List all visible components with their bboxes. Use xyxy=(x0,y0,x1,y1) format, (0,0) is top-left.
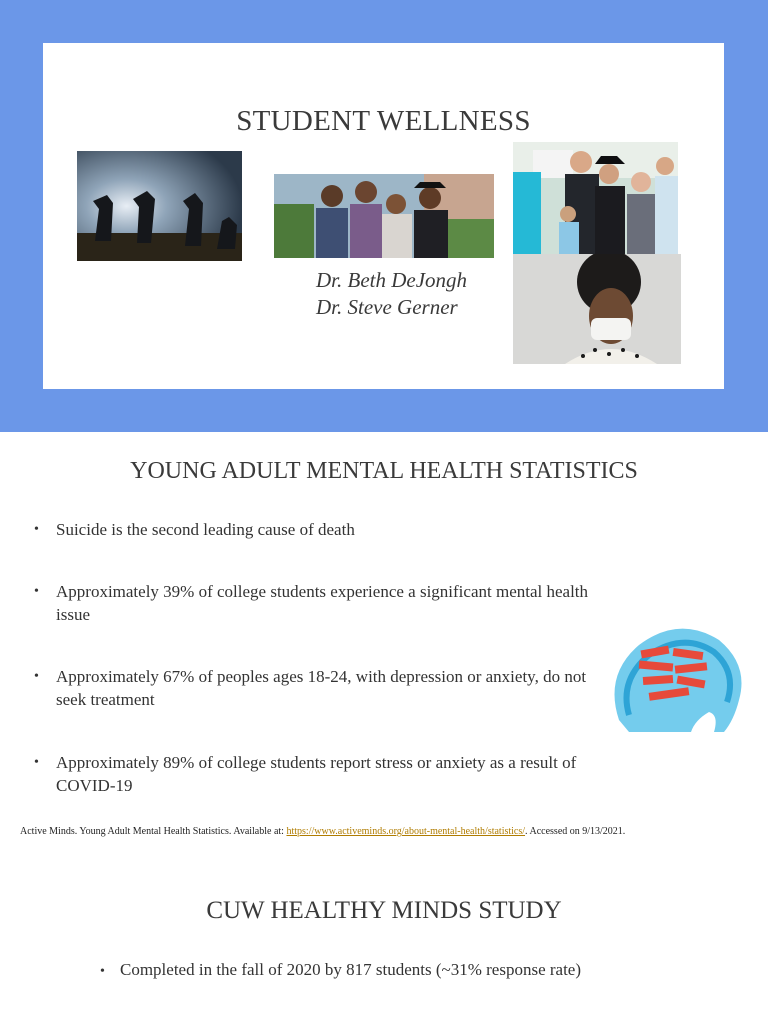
bullet-text: Approximately 67% of peoples ages 18-24, with depression or anxiety, do not seek treatment xyxy=(56,667,587,709)
title-slide xyxy=(0,0,768,432)
bullet-icon: • xyxy=(100,964,105,979)
list-item xyxy=(34,518,614,541)
bullet-text: Completed in the fall of 2020 by 817 students (~31% response rate) xyxy=(120,960,582,979)
statistics-title: YOUNG ADULT MENTAL HEALTH STATISTICS xyxy=(130,458,638,484)
graduation-celebration-photo xyxy=(513,142,678,254)
graduates-silhouette-photo xyxy=(77,151,242,261)
author-1: Dr. Beth DeJongh xyxy=(316,268,468,292)
list-item xyxy=(34,665,614,711)
authors xyxy=(316,267,467,321)
bullet-icon: • xyxy=(34,584,39,599)
citation-link[interactable]: https://www.activeminds.org/about-mental-health/statistics/ xyxy=(286,826,526,837)
title-slide-panel xyxy=(43,43,724,389)
bullet-text: Approximately 89% of college students report stress or anxiety as a result of COVID-19 xyxy=(56,753,577,795)
list-item xyxy=(34,751,614,797)
bullet-icon: • xyxy=(34,755,39,770)
bullet-text: Suicide is the second leading cause of death xyxy=(56,520,355,539)
list-item xyxy=(100,960,581,980)
citation-accessed: . Accessed on 9/13/2021. xyxy=(525,826,626,837)
bullet-icon: • xyxy=(34,522,39,537)
bullet-text: Approximately 39% of college students experience a significant mental health issue xyxy=(56,582,589,624)
anxiety-head-illustration xyxy=(599,620,755,740)
healthy-minds-title: CUW HEALTHY MINDS STUDY xyxy=(206,897,562,924)
slide-title: STUDENT WELLNESS xyxy=(236,105,531,137)
list-item xyxy=(34,580,614,626)
citation-text: Active Minds. Young Adult Mental Health Statistics. Available at: xyxy=(20,826,287,837)
family-group-photo xyxy=(274,174,494,258)
author-2: Dr. Steve Gerner xyxy=(316,295,458,319)
masked-student-photo xyxy=(513,254,681,364)
citation xyxy=(20,826,625,837)
bullet-icon: • xyxy=(34,669,39,684)
